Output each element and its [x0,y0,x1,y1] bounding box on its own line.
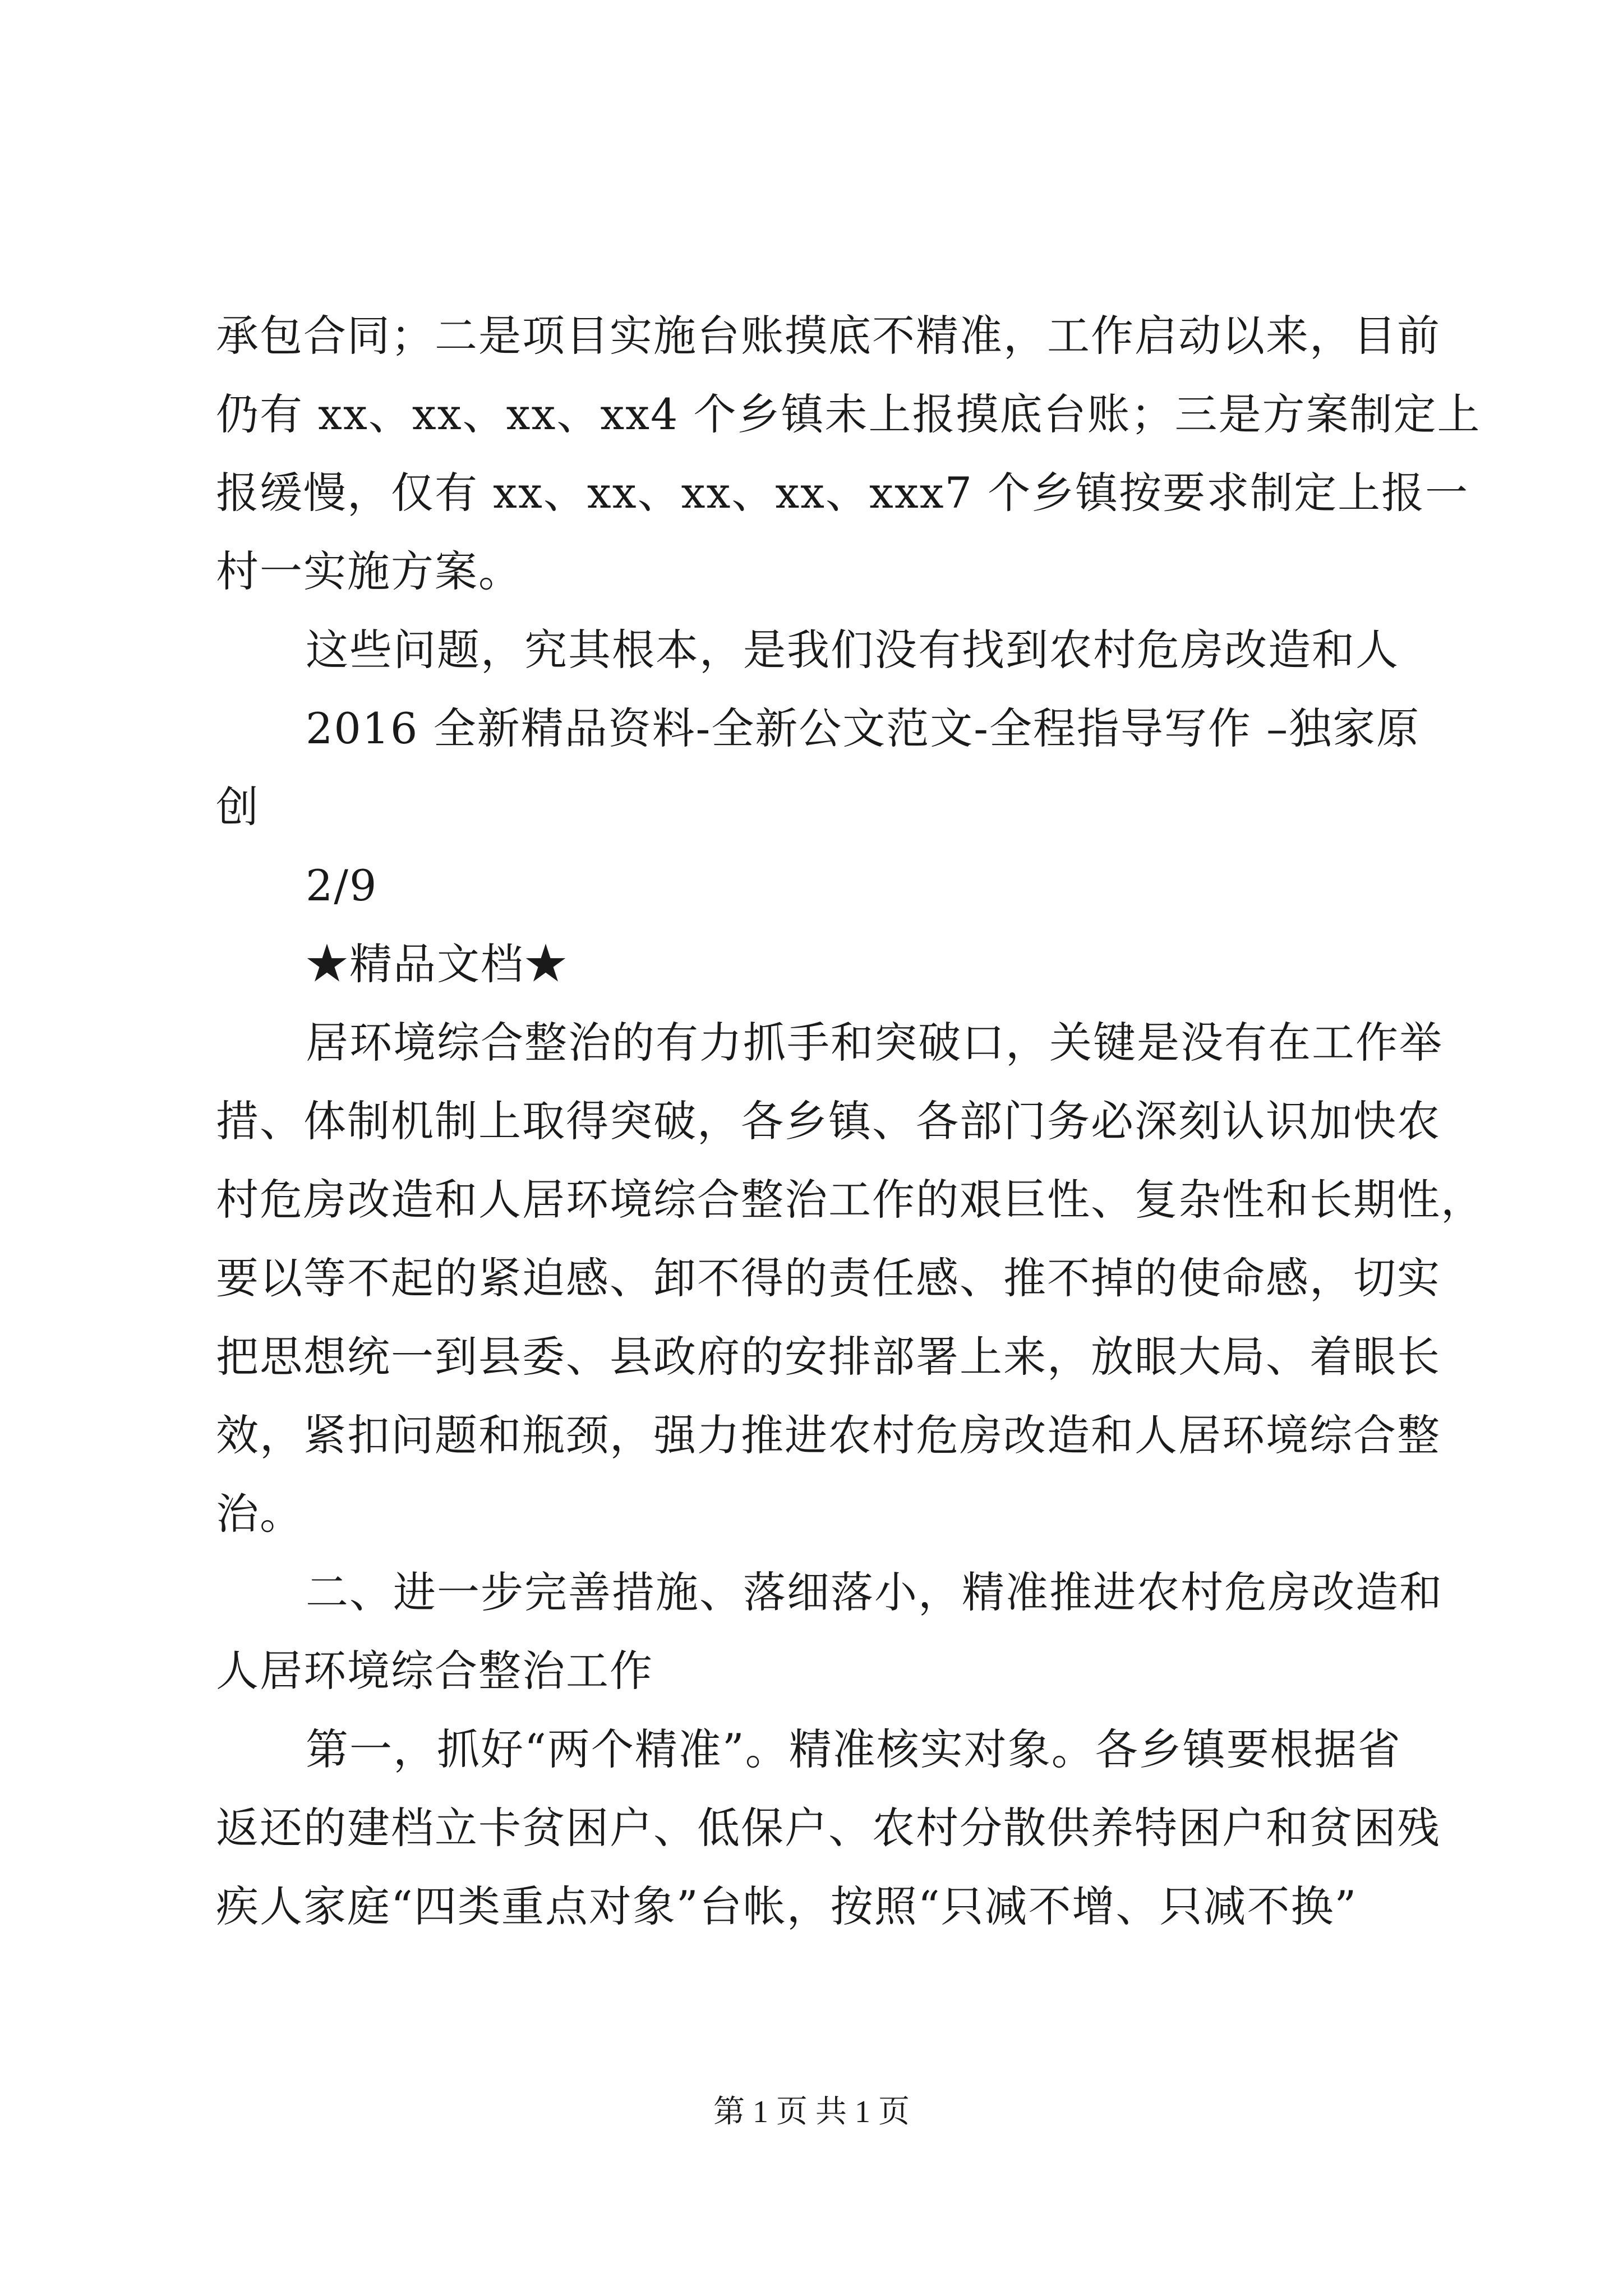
text-line: 承包合同；二是项目实施台账摸底不精准，工作启动以来，目前 [216,311,1441,361]
text-line: 第一，抓好“两个精准”。精准核实对象。各乡镇要根据省 [306,1724,1401,1774]
text-line: 返还的建档立卡贫困户、低保户、农村分散供养特困户和贫困残 [216,1803,1441,1853]
text-line: 把思想统一到县委、县政府的安排部署上来，放眼大局、着眼长 [216,1332,1441,1382]
text-line: 村一实施方案。 [216,546,522,596]
text-line: 治。 [216,1489,303,1539]
watermark-line: 2016 全新精品资料-全新公文范文-全程指导写作 –独家原 [306,703,1421,753]
text-line: 疾人家庭“四类重点对象”台帐，按照“只减不增、只减不换” [216,1881,1358,1931]
doc-label: ★精品文档★ [306,939,568,989]
text-line: 居环境综合整治的有力抓手和突破口，关键是没有在工作举 [306,1018,1443,1068]
section-heading: 二、进一步完善措施、落细落小，精准推进农村危房改造和 [306,1567,1443,1617]
page-footer: 第 1 页 共 1 页 [713,2095,910,2129]
text-line: 措、体制机制上取得突破，各乡镇、各部门务必深刻认识加快农 [216,1096,1441,1146]
text-line: 仍有 xx、xx、xx、xx4 个乡镇未上报摸底台账；三是方案制定上 [216,389,1481,439]
page-indicator: 2/9 [306,861,378,910]
text-line: 报缓慢，仅有 xx、xx、xx、xx、xxx7 个乡镇按要求制定上报一 [216,468,1469,518]
text-line: 这些问题，究其根本，是我们没有找到农村危房改造和人 [306,625,1399,675]
watermark-line: 创 [216,782,260,832]
text-line: 要以等不起的紧迫感、卸不得的责任感、推不掉的使命感，切实 [216,1253,1441,1303]
text-line: 效，紧扣问题和瓶颈，强力推进农村危房改造和人居环境综合整 [216,1410,1441,1460]
text-line: 村危房改造和人居环境综合整治工作的艰巨性、复杂性和长期性， [216,1175,1484,1225]
section-heading: 人居环境综合整治工作 [216,1646,653,1696]
